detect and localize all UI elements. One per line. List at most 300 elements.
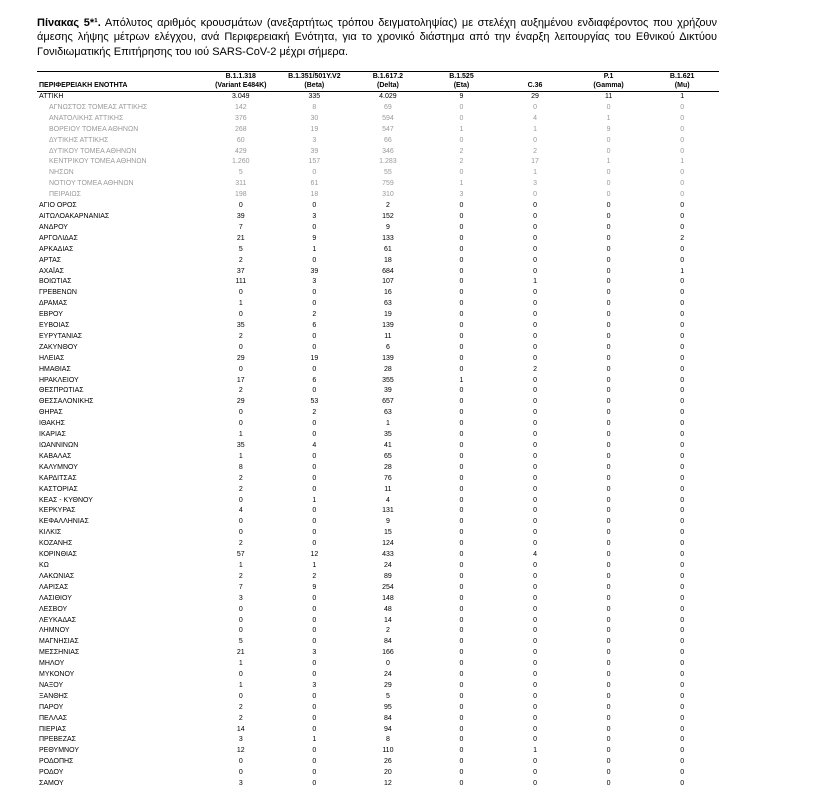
cell-value: 18 <box>384 256 392 264</box>
header-b1525-l1: B.1.525 <box>449 73 474 80</box>
cell-value: 84 <box>384 638 392 646</box>
cell-value: 2 <box>238 703 243 711</box>
cell-value: 0 <box>459 398 464 406</box>
cell-value: 0 <box>459 605 464 613</box>
table-row <box>37 692 719 703</box>
cell-value: 0 <box>606 561 611 569</box>
cell-value: 29 <box>384 681 392 689</box>
cell-value: 4 <box>385 496 390 504</box>
region-name: ΜΕΣΣΗΝΙΑΣ <box>39 649 80 657</box>
header-c36 <box>498 72 572 92</box>
table-row <box>37 703 719 714</box>
cell-value: 0 <box>680 681 685 689</box>
cell-value: 657 <box>382 398 394 406</box>
cell-value: 594 <box>382 114 394 122</box>
cell-value: 24 <box>384 671 392 679</box>
header-row <box>37 72 719 92</box>
table-row <box>37 190 719 201</box>
cell-value: 61 <box>310 180 319 188</box>
cell-value: 0 <box>459 256 464 264</box>
table-row <box>37 506 719 517</box>
cell-value: 0 <box>680 409 685 417</box>
cell-value: 0 <box>459 638 464 646</box>
table-row <box>37 430 719 441</box>
cell-value: 0 <box>533 256 537 264</box>
cell-value: 0 <box>459 365 464 373</box>
cell-value: 0 <box>533 583 537 591</box>
cell-value: 0 <box>533 780 537 788</box>
cell-value: 0 <box>606 769 611 777</box>
cell-value: 0 <box>238 692 243 700</box>
cell-value: 0 <box>606 311 611 319</box>
cell-value: 0 <box>606 398 611 406</box>
cell-value: 0 <box>533 136 537 144</box>
cell-value: 0 <box>533 561 537 569</box>
table-row <box>37 397 719 408</box>
cell-value: 0 <box>238 518 243 526</box>
region-name: ΒΟΡΕΙΟΥ ΤΟΜΕΑ ΑΘΗΝΩΝ <box>49 125 139 133</box>
cell-value: 0 <box>459 616 464 624</box>
cell-value: 66 <box>384 136 392 144</box>
cell-value: 0 <box>459 747 464 755</box>
cell-value: 0 <box>459 354 464 362</box>
cell-value: 5 <box>238 245 243 253</box>
table-row <box>37 125 719 136</box>
cell-value: 0 <box>533 572 537 580</box>
cell-value: 0 <box>606 681 611 689</box>
cell-value: 0 <box>606 452 611 460</box>
cell-value: 0 <box>606 169 611 177</box>
header-b11318-l2: (Variant E484K) <box>215 81 267 89</box>
cell-value: 0 <box>680 278 685 286</box>
region-name: ΚΑΣΤΟΡΙΑΣ <box>39 485 78 493</box>
table-row <box>37 332 719 343</box>
region-name: ΚΟΖΑΝΗΣ <box>39 540 73 548</box>
cell-value: 0 <box>312 605 317 613</box>
cell-value: 0 <box>606 289 611 297</box>
table-row <box>37 539 719 550</box>
cell-value: 0 <box>606 638 611 646</box>
table-row <box>37 463 719 474</box>
cell-value: 0 <box>533 725 537 733</box>
region-name: ΑΤΤΙΚΗ <box>39 93 64 100</box>
cell-value: 2 <box>238 540 243 548</box>
cell-value: 3 <box>533 180 537 188</box>
cell-value: 29 <box>236 354 245 362</box>
header-b1525 <box>425 72 499 92</box>
cell-value: 1 <box>606 158 611 166</box>
caption-label: Πίνακας 5*¹. <box>37 17 101 29</box>
region-name: ΡΟΔΟΥ <box>39 769 64 777</box>
cell-value: 3 <box>312 681 317 689</box>
cell-value: 0 <box>606 474 611 482</box>
cell-value: 0 <box>606 605 611 613</box>
cell-value: 0 <box>312 529 317 537</box>
cell-value: 0 <box>459 572 464 580</box>
cell-value: 1 <box>680 158 685 166</box>
region-name: ΠΕΛΛΑΣ <box>39 714 68 722</box>
cell-value: 2 <box>533 147 537 155</box>
cell-value: 39 <box>310 267 319 275</box>
region-name: ΜΗΛΟΥ <box>39 660 65 668</box>
cell-value: 0 <box>459 311 464 319</box>
table-row <box>37 365 719 376</box>
cell-value: 0 <box>606 736 611 744</box>
cell-value: 12 <box>236 747 245 755</box>
cell-value: 2 <box>238 474 243 482</box>
cell-value: 0 <box>459 409 464 417</box>
region-name: ΘΗΡΑΣ <box>39 409 63 417</box>
table-row <box>37 659 719 670</box>
cell-value: 0 <box>680 223 685 231</box>
cell-value: 2 <box>385 202 390 210</box>
cell-value: 0 <box>606 714 611 722</box>
cell-value: 0 <box>680 212 685 220</box>
cell-value: 19 <box>310 125 319 133</box>
cell-value: 0 <box>459 300 464 308</box>
cell-value: 0 <box>312 616 317 624</box>
cell-value: 0 <box>606 365 611 373</box>
table-row <box>37 714 719 725</box>
cell-value: 0 <box>680 311 685 319</box>
cell-value: 4 <box>238 507 243 515</box>
cell-value: 0 <box>533 463 537 471</box>
cell-value: 0 <box>459 387 464 395</box>
cell-value: 0 <box>606 212 611 220</box>
cell-value: 0 <box>533 354 537 362</box>
cell-value: 0 <box>680 376 685 384</box>
cell-value: 142 <box>234 103 247 111</box>
cell-value: 39 <box>236 212 245 220</box>
cell-value: 0 <box>606 540 611 548</box>
cell-value: 0 <box>459 114 464 122</box>
cell-value: 9 <box>312 583 317 591</box>
cell-value: 0 <box>459 452 464 460</box>
region-name: ΛΕΣΒΟΥ <box>39 605 68 613</box>
cell-value: 0 <box>680 572 685 580</box>
cell-value: 1 <box>533 169 537 177</box>
region-name: ΡΕΘΥΜΝΟΥ <box>39 747 80 755</box>
cell-value: 0 <box>533 322 537 330</box>
cell-value: 139 <box>382 354 394 362</box>
cell-value: 0 <box>533 485 537 493</box>
cell-value: 429 <box>234 147 247 155</box>
cell-value: 9 <box>385 223 390 231</box>
cell-value: 17 <box>531 158 539 166</box>
cell-value: 9 <box>385 518 390 526</box>
cell-value: 0 <box>459 540 464 548</box>
table-row <box>37 267 719 278</box>
region-name: ΠΙΕΡΙΑΣ <box>39 725 67 733</box>
cell-value: 11 <box>604 93 613 100</box>
cell-value: 0 <box>680 605 685 613</box>
cell-value: 0 <box>606 692 611 700</box>
cell-value: 0 <box>459 561 464 569</box>
cell-value: 0 <box>533 332 537 340</box>
cell-value: 0 <box>312 223 317 231</box>
cell-value: 0 <box>459 442 464 449</box>
region-name: ΔΥΤΙΚΟΥ ΤΟΜΕΑ ΑΘΗΝΩΝ <box>49 147 137 155</box>
cell-value: 139 <box>382 322 394 330</box>
cell-value: 0 <box>533 714 537 722</box>
cell-value: 0 <box>459 507 464 515</box>
cell-value: 0 <box>533 452 537 460</box>
cell-value: 39 <box>310 147 319 155</box>
cell-value: 0 <box>533 409 537 417</box>
cell-value: 0 <box>533 758 537 766</box>
cell-value: 0 <box>680 180 685 188</box>
cell-value: 0 <box>680 169 685 177</box>
cell-value: 0 <box>533 431 537 439</box>
cell-value: 2 <box>312 572 317 580</box>
cell-value: 0 <box>312 627 317 635</box>
table-row <box>37 157 719 168</box>
cell-value: 2 <box>385 627 390 635</box>
cell-value: 3 <box>312 278 317 286</box>
cell-value: 4 <box>533 551 537 559</box>
cell-value: 5 <box>385 692 390 700</box>
cell-value: 63 <box>384 300 392 308</box>
cell-value: 63 <box>384 409 392 417</box>
header-b1621-l2: (Mu) <box>674 81 690 89</box>
cell-value: 0 <box>680 736 685 744</box>
cell-value: 0 <box>238 289 243 297</box>
cell-value: 0 <box>680 103 685 111</box>
cell-value: 9 <box>312 234 317 242</box>
cell-value: 157 <box>308 158 321 166</box>
cell-value: 268 <box>234 125 247 133</box>
cell-value: 48 <box>384 605 392 613</box>
cell-value: 0 <box>680 442 685 449</box>
cell-value: 0 <box>312 703 317 711</box>
cell-value: 0 <box>680 463 685 471</box>
cell-value: 0 <box>459 649 464 657</box>
cell-value: 1.283 <box>379 158 397 166</box>
cell-value: 0 <box>238 758 243 766</box>
region-name: ΙΘΑΚΗΣ <box>39 420 65 428</box>
cell-value: 9 <box>459 93 464 100</box>
cell-value: 0 <box>606 529 611 537</box>
cell-value: 0 <box>606 431 611 439</box>
region-name: ΞΑΝΘΗΣ <box>39 692 69 700</box>
cell-value: 60 <box>236 136 245 144</box>
cell-value: 0 <box>680 660 685 668</box>
cell-value: 89 <box>384 572 392 580</box>
cell-value: 0 <box>238 529 243 537</box>
cell-value: 0 <box>533 681 537 689</box>
table-row <box>37 681 719 692</box>
table-row <box>37 725 719 736</box>
cell-value: 1 <box>312 561 317 569</box>
cell-value: 0 <box>606 649 611 657</box>
cell-value: 0 <box>533 671 537 679</box>
cell-value: 0 <box>312 507 317 515</box>
cell-value: 0 <box>606 234 611 242</box>
cell-value: 24 <box>384 561 392 569</box>
cell-value: 0 <box>680 714 685 722</box>
cell-value: 0 <box>459 431 464 439</box>
cell-value: 0 <box>459 474 464 482</box>
cell-value: 8 <box>385 736 390 744</box>
cell-value: 0 <box>312 485 317 493</box>
cell-value: 0 <box>312 594 317 602</box>
cell-value: 29 <box>236 398 245 406</box>
cell-value: 95 <box>384 703 392 711</box>
table-row <box>37 114 719 125</box>
header-b1621 <box>645 72 719 92</box>
cell-value: 0 <box>238 627 243 635</box>
cell-value: 0 <box>606 725 611 733</box>
table-row <box>37 419 719 430</box>
table-row <box>37 735 719 746</box>
header-p1 <box>572 72 646 92</box>
region-name: ΔΥΤΙΚΗΣ ΑΤΤΙΚΗΣ <box>49 136 109 144</box>
cell-value: 0 <box>606 616 611 624</box>
cell-value: 376 <box>234 114 247 122</box>
region-name: ΕΥΒΟΙΑΣ <box>39 322 70 330</box>
region-name: ΘΕΣΠΡΩΤΙΑΣ <box>39 387 84 395</box>
cell-value: 0 <box>606 223 611 231</box>
table-row <box>37 583 719 594</box>
cell-value: 0 <box>606 551 611 559</box>
cell-value: 0 <box>606 747 611 755</box>
cell-value: 1 <box>459 376 464 384</box>
cell-value: 0 <box>459 769 464 777</box>
cell-value: 0 <box>606 660 611 668</box>
cell-value: 0 <box>606 332 611 340</box>
cell-value: 335 <box>308 93 321 100</box>
cell-value: 0 <box>238 343 243 351</box>
cell-value: 0 <box>680 398 685 406</box>
table-row <box>37 256 719 267</box>
cell-value: 0 <box>680 638 685 646</box>
region-name: ΑΡΓΟΛΙΔΑΣ <box>39 234 78 242</box>
cell-value: 0 <box>533 507 537 515</box>
table-row <box>37 288 719 299</box>
cell-value: 0 <box>312 769 317 777</box>
table-row <box>37 376 719 387</box>
cell-value: 39 <box>384 387 392 395</box>
cell-value: 0 <box>385 660 390 668</box>
cell-value: 0 <box>606 572 611 580</box>
cell-value: 0 <box>533 518 537 526</box>
region-name: ΘΕΣΣΑΛΟΝΙΚΗΣ <box>39 398 94 406</box>
region-name: ΜΑΓΝΗΣΙΑΣ <box>39 638 79 646</box>
cell-value: 254 <box>382 583 394 591</box>
cell-value: 0 <box>459 463 464 471</box>
cell-value: 0 <box>680 692 685 700</box>
cell-value: 0 <box>680 202 685 210</box>
cell-value: 2 <box>238 485 243 493</box>
cell-value: 41 <box>384 442 392 449</box>
cell-value: 0 <box>459 289 464 297</box>
cell-value: 7 <box>238 583 243 591</box>
cell-value: 0 <box>238 496 243 504</box>
cell-value: 0 <box>459 212 464 220</box>
cell-value: 0 <box>680 703 685 711</box>
table-row <box>37 648 719 659</box>
region-name: ΝΟΤΙΟΥ ΤΟΜΕΑ ΑΘΗΝΩΝ <box>49 180 134 188</box>
cell-value: 0 <box>238 365 243 373</box>
cell-value: 0 <box>680 616 685 624</box>
cell-value: 2 <box>459 158 464 166</box>
cell-value: 0 <box>312 747 317 755</box>
cell-value: 0 <box>533 540 537 548</box>
table-row <box>37 550 719 561</box>
region-name: ΛΑΣΙΘΙΟΥ <box>39 594 72 602</box>
cell-value: 166 <box>382 649 394 657</box>
cell-value: 0 <box>606 343 611 351</box>
cell-value: 0 <box>533 376 537 384</box>
table-header <box>37 72 719 92</box>
cell-value: 0 <box>606 780 611 788</box>
cell-value: 1 <box>312 245 317 253</box>
cell-value: 76 <box>384 474 392 482</box>
table-caption <box>37 16 717 59</box>
cell-value: 0 <box>312 387 317 395</box>
table-row <box>37 637 719 648</box>
cell-value: 0 <box>533 736 537 744</box>
cell-value: 0 <box>459 529 464 537</box>
region-name: ΠΕΙΡΑΙΩΣ <box>49 191 81 199</box>
cell-value: 0 <box>459 223 464 231</box>
cell-value: 0 <box>533 769 537 777</box>
header-p1-l2: (Gamma) <box>593 81 624 89</box>
table-row <box>37 234 719 245</box>
cell-value: 30 <box>310 114 319 122</box>
cell-value: 0 <box>606 103 611 111</box>
cell-value: 0 <box>680 322 685 330</box>
cell-value: 0 <box>680 780 685 788</box>
cell-value: 0 <box>312 169 317 177</box>
cell-value: 1 <box>680 267 685 275</box>
cell-value: 0 <box>459 594 464 602</box>
table-row <box>37 179 719 190</box>
table-row <box>37 92 719 103</box>
cell-value: 0 <box>533 605 537 613</box>
region-name: ΚΙΛΚΙΣ <box>39 529 62 537</box>
cell-value: 0 <box>533 202 537 210</box>
cell-value: 0 <box>606 147 611 155</box>
header-b16172 <box>351 72 425 92</box>
cell-value: 0 <box>459 714 464 722</box>
cell-value: 1 <box>238 660 243 668</box>
cell-value: 0 <box>312 638 317 646</box>
cell-value: 2 <box>312 409 317 417</box>
cell-value: 0 <box>533 223 537 231</box>
cell-value: 0 <box>238 671 243 679</box>
table-row <box>37 147 719 158</box>
header-b16172-l1: B.1.617.2 <box>372 73 404 80</box>
cell-value: 1 <box>533 747 537 755</box>
cell-value: 0 <box>459 703 464 711</box>
cell-value: 0 <box>606 758 611 766</box>
header-b11318 <box>204 72 278 92</box>
cell-value: 0 <box>459 234 464 242</box>
cell-value: 0 <box>459 103 464 111</box>
region-name: ΑΙΤΩΛΟΑΚΑΡΝΑΝΙΑΣ <box>39 212 110 220</box>
cell-value: 0 <box>606 136 611 144</box>
cell-value: 433 <box>382 551 394 559</box>
cell-value: 0 <box>533 474 537 482</box>
region-name: ΠΡΕΒΕΖΑΣ <box>39 736 77 744</box>
cell-value: 0 <box>533 420 537 428</box>
cell-value: 0 <box>680 671 685 679</box>
cell-value: 0 <box>533 703 537 711</box>
header-b11318-l1: B.1.1.318 <box>225 73 256 80</box>
cell-value: 1 <box>533 125 537 133</box>
table-row <box>37 768 719 779</box>
